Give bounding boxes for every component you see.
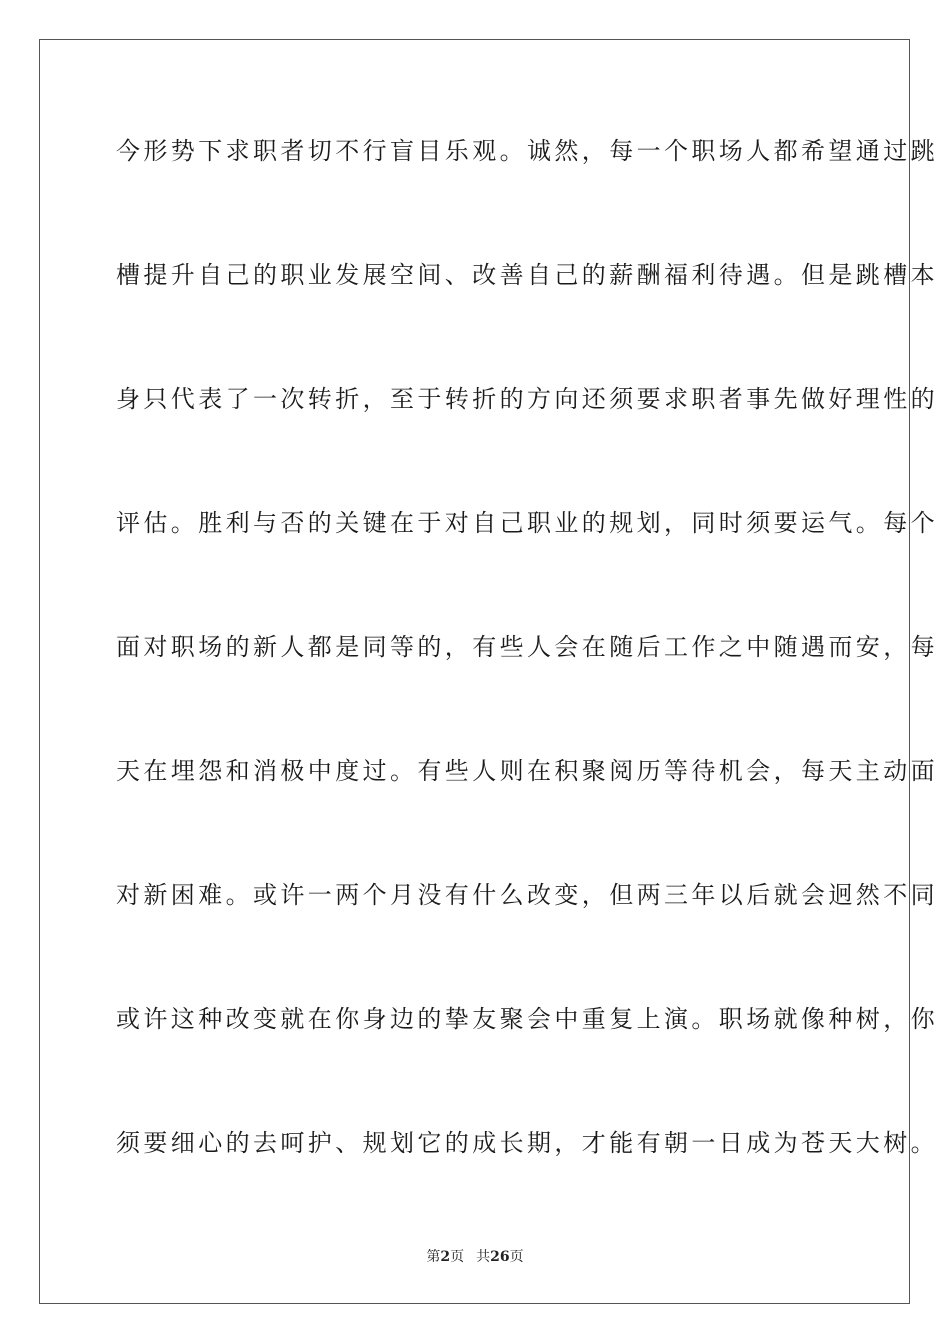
text-line-9: 须要细心的去呵护、规划它的成长期，才能有朝一日成为苍天大树。: [116, 1129, 938, 1157]
text-line-1: 今形势下求职者切不行盲目乐观。诚然，每一个职场人都希望通过跳: [116, 137, 938, 165]
text-line-5: 面对职场的新人都是同等的，有些人会在随后工作之中随遇而安，每: [116, 633, 938, 661]
page-number: 2: [440, 1249, 451, 1265]
total-prefix: 共: [476, 1249, 491, 1265]
text-line-4: 评估。胜利与否的关键在于对自己职业的规划，同时须要运气。每个: [116, 509, 938, 537]
text-line-2: 槽提升自己的职业发展空间、改善自己的薪酬福利待遇。但是跳槽本: [116, 261, 938, 289]
total-suffix: 页: [509, 1249, 524, 1265]
page-suffix: 页: [450, 1249, 465, 1265]
page-footer: [0, 1246, 950, 1266]
text-line-3: 身只代表了一次转折，至于转折的方向还须要求职者事先做好理性的: [116, 385, 938, 413]
total-pages: 26: [490, 1249, 510, 1265]
document-body: [116, 120, 938, 1236]
text-line-6: 天在埋怨和消极中度过。有些人则在积聚阅历等待机会，每天主动面: [116, 757, 938, 785]
text-line-7: 对新困难。或许一两个月没有什么改变，但两三年以后就会迥然不同: [116, 881, 938, 909]
text-line-8: 或许这种改变就在你身边的挚友聚会中重复上演。职场就像种树，你: [116, 1005, 938, 1033]
page-prefix: 第: [426, 1249, 441, 1265]
